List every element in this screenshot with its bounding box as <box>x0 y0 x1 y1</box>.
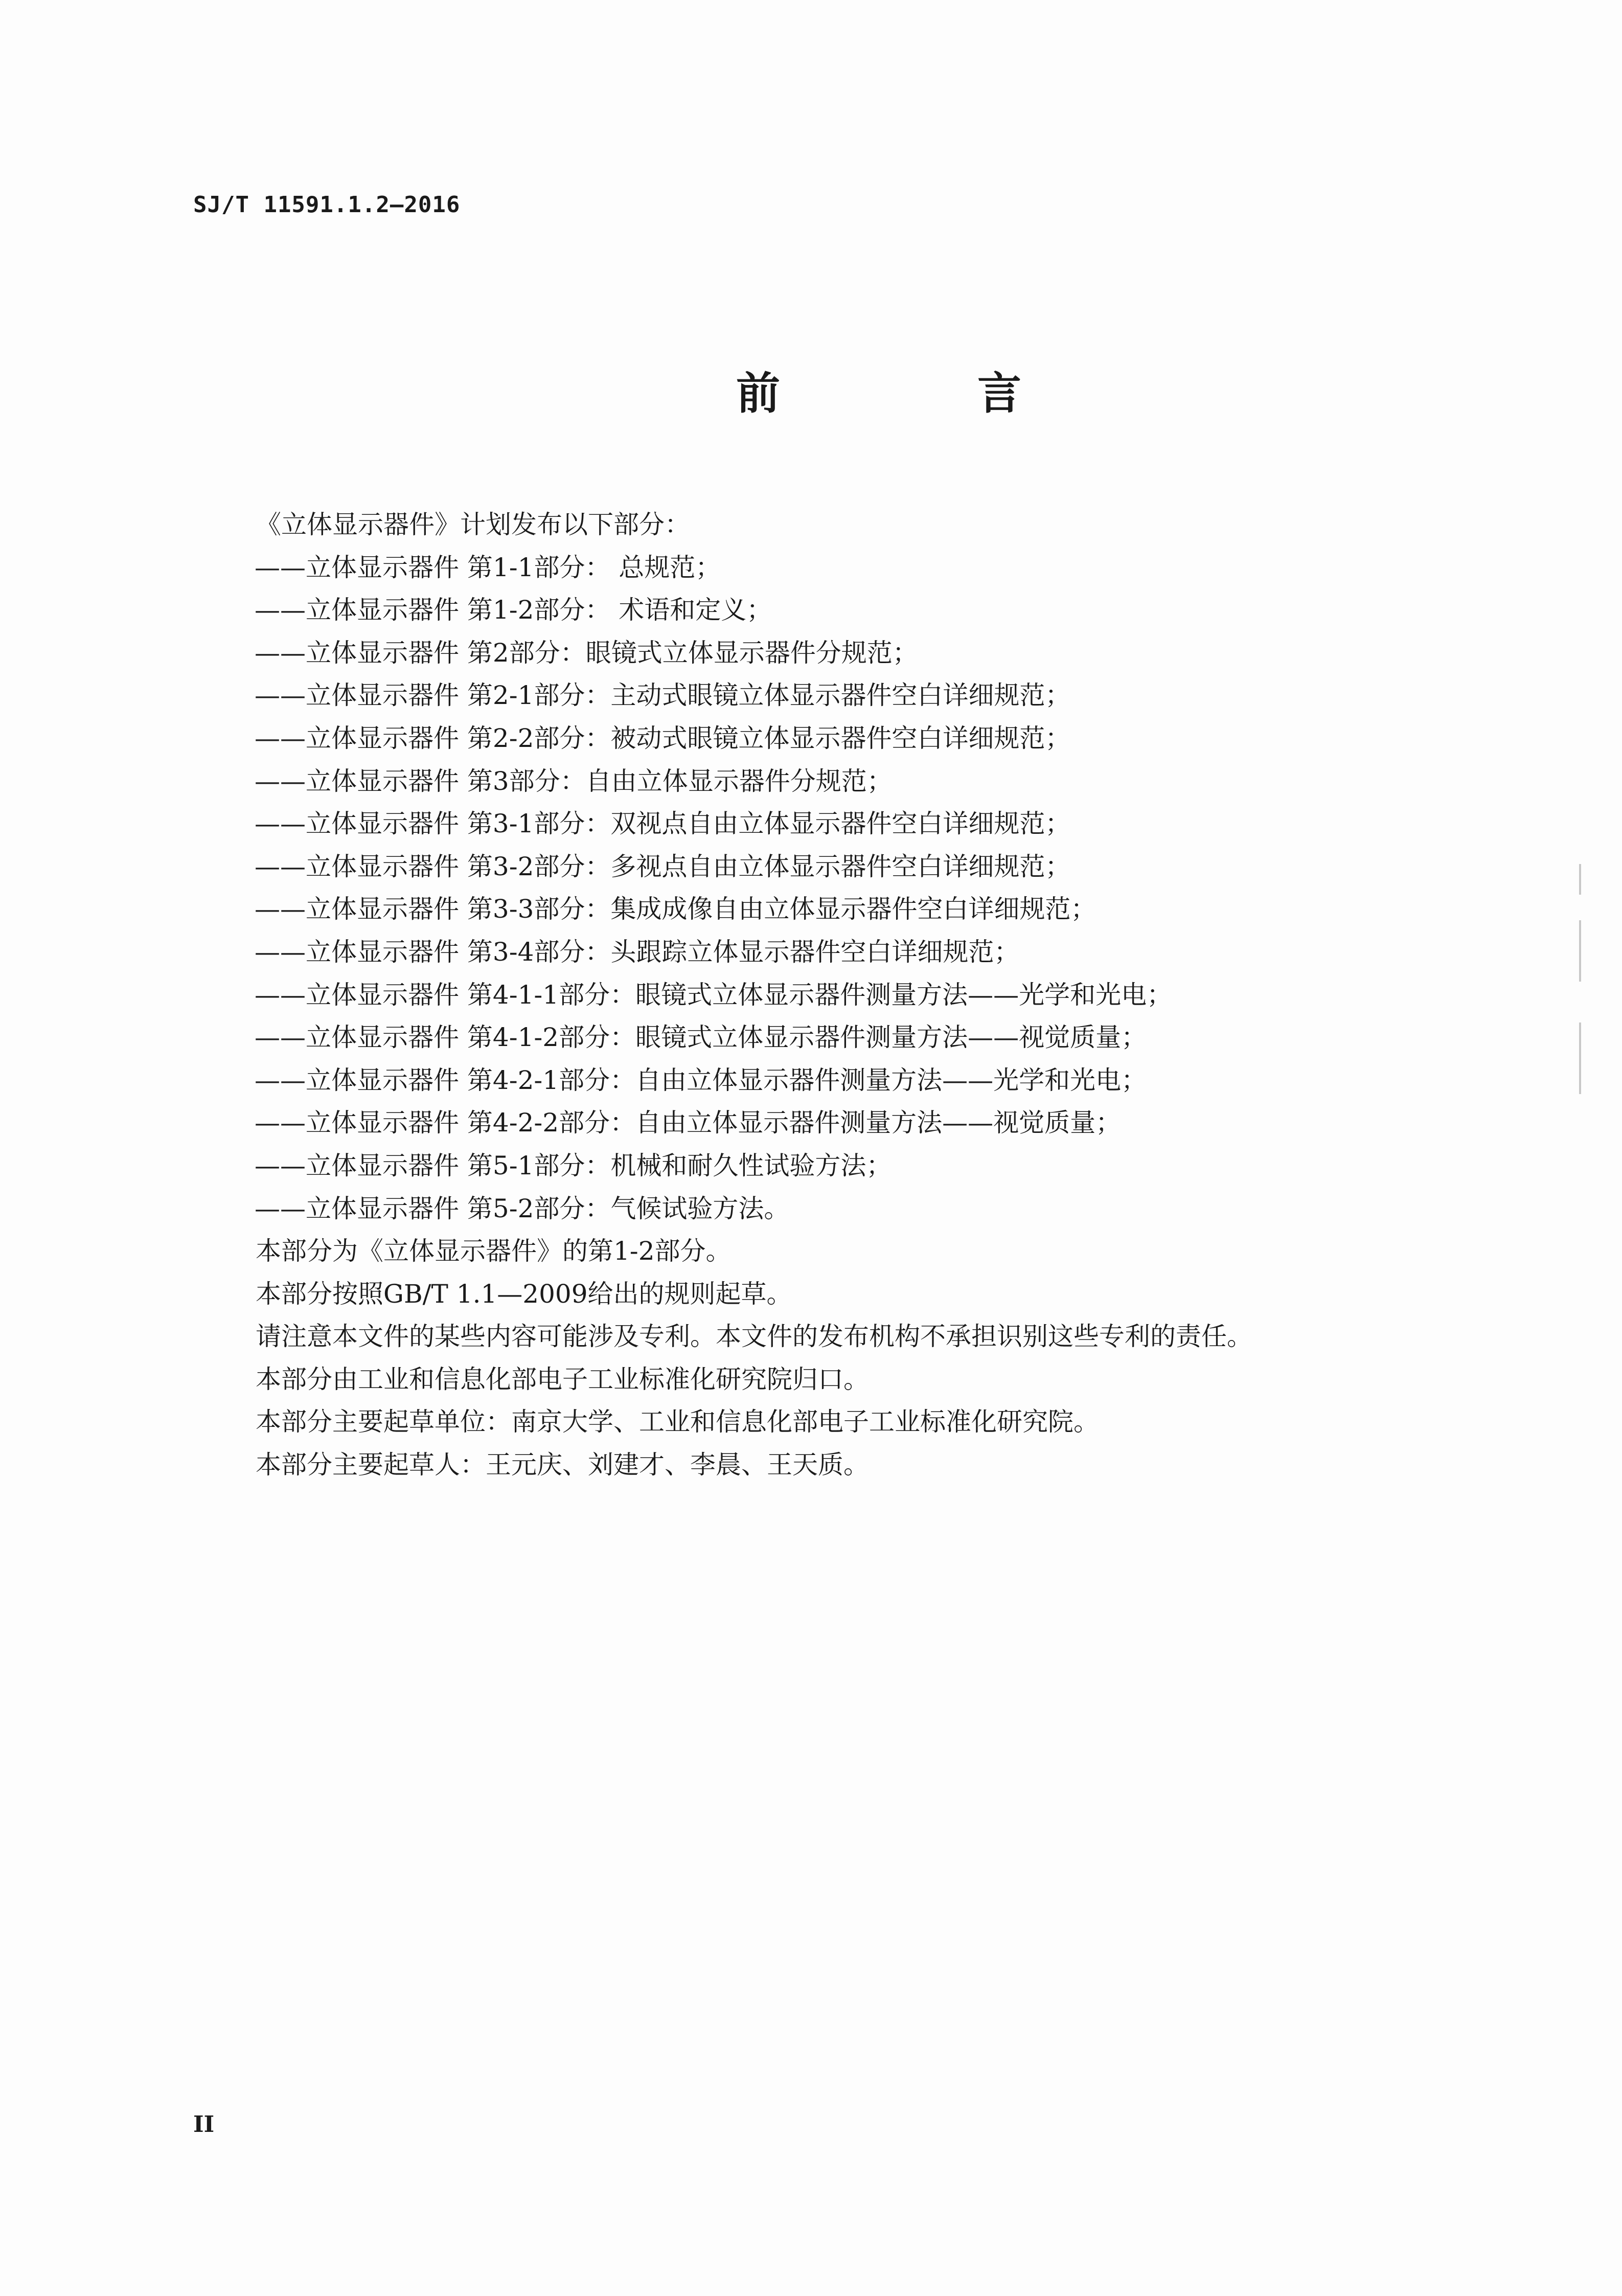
list-item: ——立体显示器件 第4-2-2部分：自由立体显示器件测量方法——视觉质量； <box>255 1108 1122 1138</box>
statement-drafting-units: 本部分主要起草单位：南京大学、工业和信息化部电子工业标准化研究院。 <box>256 1407 1099 1437</box>
statement-drafting-rules: 本部分按照GB/T 1.1—2009给出的规则起草。 <box>256 1279 792 1309</box>
list-item: ——立体显示器件 第4-1-1部分：眼镜式立体显示器件测量方法——光学和光电； <box>255 980 1173 1010</box>
list-item: ——立体显示器件 第4-1-2部分：眼镜式立体显示器件测量方法——视觉质量； <box>255 1022 1147 1053</box>
list-item: ——立体显示器件 第4-2-1部分：自由立体显示器件测量方法——光学和光电； <box>255 1065 1147 1095</box>
scan-edge-mark <box>1579 920 1581 982</box>
list-item: ——立体显示器件 第3-4部分：头跟踪立体显示器件空白详细规范； <box>255 937 1020 967</box>
list-item: ——立体显示器件 第3部分：自由立体显示器件分规范； <box>255 766 893 796</box>
list-item: ——立体显示器件 第1-2部分： 术语和定义； <box>255 595 772 625</box>
list-item: ——立体显示器件 第2-1部分：主动式眼镜立体显示器件空白详细规范； <box>255 680 1071 711</box>
list-item: ——立体显示器件 第3-3部分：集成成像自由立体显示器件空白详细规范； <box>255 894 1096 924</box>
list-item: ——立体显示器件 第2-2部分：被动式眼镜立体显示器件空白详细规范； <box>255 723 1071 753</box>
statement-patent-notice: 请注意本文件的某些内容可能涉及专利。本文件的发布机构不承担识别这些专利的责任。 <box>256 1322 1252 1352</box>
statement-part-scope: 本部分为《立体显示器件》的第1-2部分。 <box>256 1236 732 1266</box>
intro-line: 《立体显示器件》计划发布以下部分： <box>256 510 690 539</box>
statement-drafters: 本部分主要起草人：王元庆、刘建才、李晨、王天质。 <box>256 1450 869 1480</box>
statement-responsible-unit: 本部分由工业和信息化部电子工业标准化研究院归口。 <box>256 1364 869 1394</box>
scan-edge-mark <box>1579 1022 1581 1094</box>
list-item: ——立体显示器件 第3-2部分：多视点自由立体显示器件空白详细规范； <box>255 851 1071 881</box>
list-item: ——立体显示器件 第5-2部分：气候试验方法。 <box>255 1193 790 1223</box>
document-code: SJ/T 11591.1.2—2016 <box>193 192 461 218</box>
list-item: ——立体显示器件 第2部分：眼镜式立体显示器件分规范； <box>255 638 918 668</box>
list-item: ——立体显示器件 第3-1部分：双视点自由立体显示器件空白详细规范； <box>255 809 1071 839</box>
page-title: 前 言 <box>736 368 1098 419</box>
list-item: ——立体显示器件 第5-1部分：机械和耐久性试验方法； <box>255 1150 892 1180</box>
list-item: ——立体显示器件 第1-1部分： 总规范； <box>255 552 721 582</box>
scan-edge-mark <box>1579 864 1581 895</box>
foreword-body <box>256 504 1431 1487</box>
page-number: II <box>193 2111 215 2138</box>
